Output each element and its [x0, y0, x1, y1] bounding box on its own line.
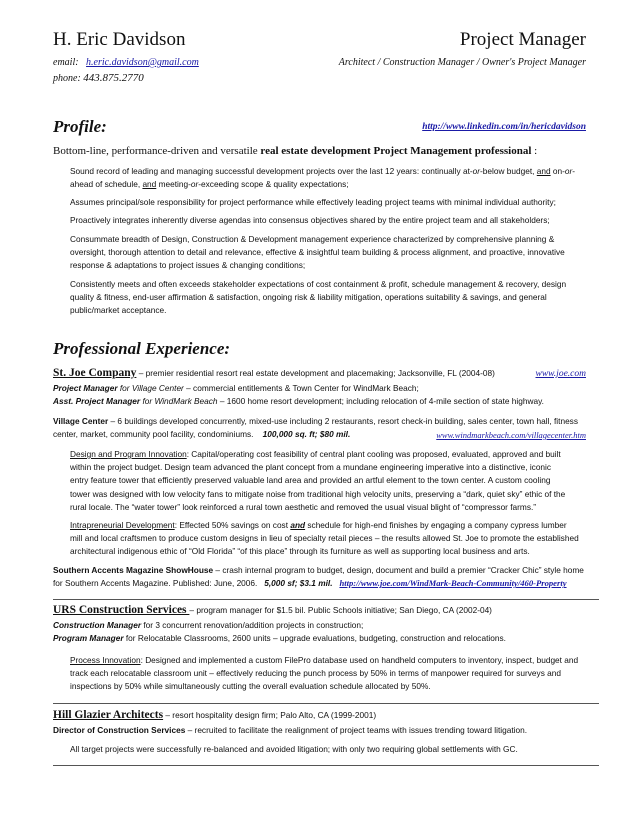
- village-center: Village Center – 6 buildings developed concurrently, mixed-use including 2 restaurants, resort check-in building, sales center, town hall, fitness center, market, community pool facility, condominiums. 100,000 sq. ft; $80 mil.: [53, 416, 578, 440]
- southern-accents-link[interactable]: http://www.joe.com/WindMark-Beach-Community/460-Property: [339, 578, 567, 589]
- design-innovation: Design and Program Innovation: Capital/operating cost feasibility of central plant cooling was proposed, evaluated, approved and built within the project budget. Design team advanced the plant concept from a mundane engineering imperative into a distinctive, iconic entry feature tower that efficiently preserved valuable land area and provided an artful element to the town center. A custom cooling tower was designed with low velocity fans to mitigate noise from traditional high velocity units, preserving a “dark, quiet sky” ethic of the rural locale. The “water tower” look reinforced a rural town aesthetic and removed the usual visual blight of “compressor farms.”: [70, 449, 566, 512]
- email-label: email:: [53, 57, 79, 68]
- urs-header: URS Construction Services – program manager for $1.5 bil. Public Schools initiative; San Diego, CA (2002-04): [53, 604, 492, 616]
- email-line: [53, 57, 199, 68]
- profile-summary: [53, 145, 537, 157]
- intrapreneurial-development: Intrapreneurial Development: Effected 50% savings on cost and schedule for high-end finishes by engaging a company cypress lumber mill and local craftsmen to produce custom designs in lieu of specialty retail pieces – the results allowed St. Joe to promote the established architectural indigenous ethic of “Old Florida” “of this place” through its furniture as well as supporting local business and arts.: [70, 520, 579, 557]
- candidate-name: H. Eric Davidson: [53, 29, 186, 50]
- roles-line: Architect / Construction Manager / Owner's Project Manager: [338, 57, 586, 68]
- stjoe-roles: Project Manager for Village Center – commercial entitlements & Town Center for WindMark Beach; Asst. Project Manager for WindMark Beach – 1600 home resort development; including relocation of 4-mile section of state highway.: [53, 383, 544, 407]
- phone-label: phone:: [53, 73, 81, 84]
- company-name: St. Joe Company: [53, 367, 137, 379]
- profile-heading: Profile:: [53, 117, 107, 136]
- job-title: Project Manager: [459, 29, 586, 50]
- section-divider: [53, 703, 599, 704]
- phone-line: [53, 72, 144, 84]
- process-innovation: Process Innovation: Designed and implemented a custom FilePro database used on handheld computers to inventory, inspect, budget and track each relocatable classroom unit – effectively reducing the punch process by 50% in terms of manpower required for surveys and inspections by 50% while simultaneously cutting the overall evaluation schedule allocated by 50%.: [70, 655, 579, 692]
- village-center-link[interactable]: www.windmarkbeach.com/villagecenter.htm: [436, 430, 586, 440]
- stjoe-link[interactable]: www.joe.com: [535, 369, 586, 379]
- profile-bullet-4: Consummate breadth of Design, Construction & Development management experience characterized by comprehensive planning & oversight, thorough attention to detail and relevance, effective & insightful team building & process alignment, and proactive, innovative response & adaptations to project issues & changing conditions;: [70, 234, 565, 271]
- email-link[interactable]: h.eric.davidson@gmail.com: [86, 57, 199, 68]
- profile-bullet-3: Proactively integrates inherently diverse agendas into consensus objectives shared by the entire project team and all stakeholders;: [70, 215, 550, 225]
- summary-bold: real estate development Project Management professional: [260, 145, 532, 157]
- section-divider: [53, 599, 599, 600]
- hill-role: Director of Construction Services – recruited to facilitate the realignment of project teams with issues trending toward litigation.: [53, 725, 528, 735]
- phone-number: 443.875.2770: [83, 72, 144, 84]
- southern-accents: Southern Accents Magazine ShowHouse – crash internal program to budget, design, document and build a premier “Cracker Chic” style home for Southern Accents Magazine. Published: June, 2006. 5,000 sf; $3.1 mil. http://www.joe.com/WindMark-Beach-Community/460-Property: [53, 565, 584, 589]
- bullet-line: ahead of schedule, and meeting-or-exceeding scope & quality expectations;: [70, 179, 349, 190]
- bullet-line: Sound record of leading and managing successful development projects over the last 12 years: continually at-or-below budget, and on-or-: [70, 166, 576, 176]
- section-divider: [53, 765, 599, 766]
- company-name: URS Construction Services: [53, 604, 190, 616]
- hill-header: Hill Glazier Architects – resort hospitality design firm; Palo Alto, CA (1999-2001): [53, 709, 377, 721]
- hill-bullet: All target projects were successfully re-balanced and avoided litigation; with only two requiring global settlements with GC.: [70, 744, 518, 754]
- linkedin-link[interactable]: [422, 122, 586, 132]
- experience-heading: Professional Experience:: [53, 339, 231, 358]
- urs-roles: Construction Manager for 3 concurrent renovation/addition projects in construction; Program Manager for Relocatable Classrooms, 2600 units – upgrade evaluations, budgeting, construction and relocations.: [53, 620, 506, 644]
- profile-bullet-5: Consistently meets and often exceeds stakeholder expectations of cost containment & profit, schedule management & recovery, design quality & fitness, end-user affirmation & satisfaction, ongoing risk & liability mitigation, operations suitability & savings, and general public/market acceptance.: [70, 279, 567, 316]
- company-name: Hill Glazier Architects: [53, 709, 164, 721]
- stjoe-header: St. Joe Company – premier residential resort real estate development and placemaking; Jacksonville, FL (2004-08): [53, 367, 495, 379]
- linkedin-url[interactable]: http://www.linkedin.com/in/hericdavidson: [422, 122, 586, 132]
- summary-text: Bottom-line, performance-driven and versatile: [53, 145, 261, 157]
- summary-colon: :: [531, 145, 538, 157]
- profile-bullet-1: [70, 165, 592, 191]
- profile-bullet-2: Assumes principal/sole responsibility for project performance while effectively leading project teams with minimal individual authority;: [70, 197, 556, 207]
